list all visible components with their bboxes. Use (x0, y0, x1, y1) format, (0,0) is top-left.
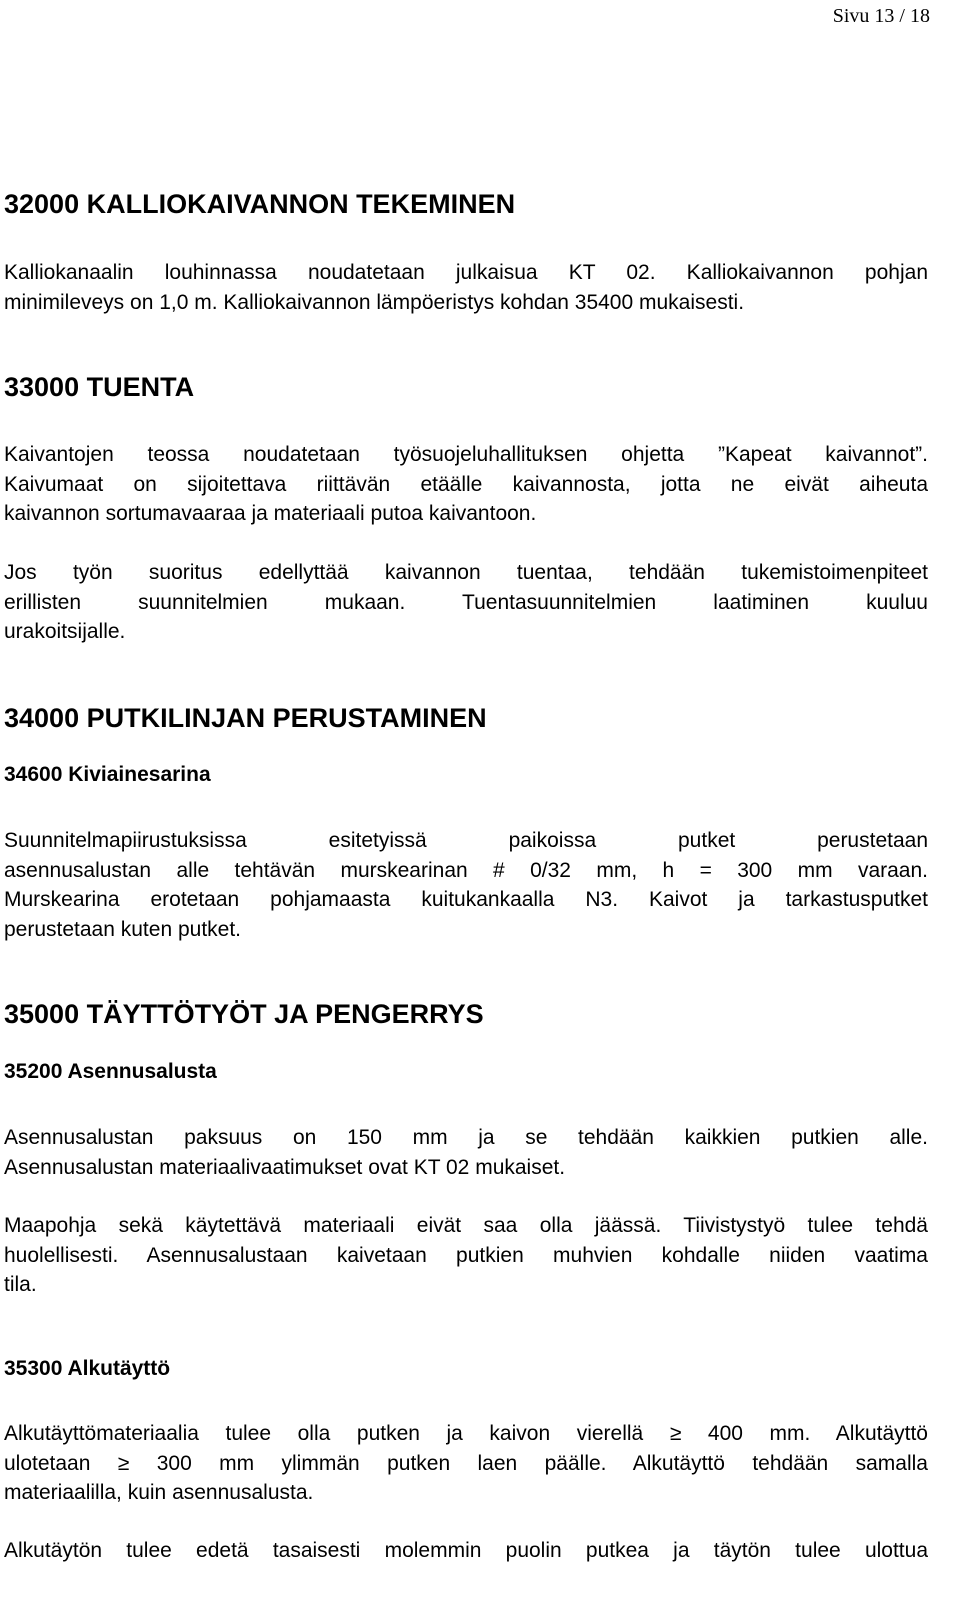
text-line: kaivannon sortumavaaraa ja materiaali putoa kaivantoon. (4, 502, 537, 526)
section-heading-32000: 32000 KALLIOKAIVANNON TEKEMINEN (4, 189, 516, 219)
text-line: huolellisesti. Asennusalustaan kaivetaan putkien muhvien kohdalle niiden vaatima (4, 1243, 928, 1267)
text-line: Jos työn suoritus edellyttää kaivannon tuentaa, tehdään tukemistoimenpiteet (4, 561, 928, 584)
section-heading-35000: 35000 TÄYTTÖTYÖT JA PENGERRYS (4, 999, 484, 1029)
paragraph-32000-1 (4, 258, 928, 317)
text-line: tila. (4, 1273, 37, 1297)
subsection-heading-35300: 35300 Alkutäyttö (4, 1357, 171, 1380)
paragraph-35300-2 (4, 1536, 928, 1566)
paragraph-33000-1 (4, 440, 928, 529)
text-line: erillisten suunnitelmien mukaan. Tuentasuunnitelmien laatiminen kuuluu (4, 590, 928, 614)
text-line: Alkutäyttömateriaalia tulee olla putken ja kaivon vierellä ≥ 400 mm. Alkutäyttö (4, 1422, 928, 1445)
text-line: Kalliokanaalin louhinnassa noudatetaan julkaisua KT 02. Kalliokaivannon pohjan (4, 261, 928, 284)
text-line: Asennusalustan materiaalivaatimukset ovat KT 02 mukaiset. (4, 1155, 566, 1179)
text-line: minimileveys on 1,0 m. Kalliokaivannon lämpöeristys kohdan 35400 mukaisesti. (4, 290, 745, 314)
text-line: ulotetaan ≥ 300 mm ylimmän putken laen päälle. Alkutäyttö tehdään samalla (4, 1451, 928, 1475)
text-line: Kaivantojen teossa noudatetaan työsuojeluhallituksen ohjetta ”Kapeat kaivannot”. (4, 443, 928, 466)
text-line: Murskearina erotetaan pohjamaasta kuitukankaalla N3. Kaivot ja tarkastusputket (4, 888, 928, 912)
text-line: Maapohja sekä käytettävä materiaali eivät saa olla jäässä. Tiivistystyö tulee tehdä (4, 1214, 928, 1237)
text-line: asennusalustan alle tehtävän murskearinan # 0/32 mm, h = 300 mm varaan. (4, 858, 928, 882)
text-line: Suunnitelmapiirustuksissa esitetyissä paikoissa putket perustetaan (4, 829, 928, 852)
subsection-heading-34600: 34600 Kiviainesarina (4, 763, 211, 786)
section-heading-33000: 33000 TUENTA (4, 372, 195, 402)
paragraph-35200-2 (4, 1211, 928, 1300)
paragraph-35300-1 (4, 1419, 928, 1508)
paragraph-34600-1 (4, 826, 928, 944)
section-heading-34000: 34000 PUTKILINJAN PERUSTAMINEN (4, 703, 487, 733)
page-number: Sivu 13 / 18 (832, 5, 930, 27)
text-line: Kaivumaat on sijoitettava riittävän etäälle kaivannosta, jotta ne eivät aiheuta (4, 472, 928, 496)
text-line: urakoitsijalle. (4, 620, 126, 644)
text-line: materiaalilla, kuin asennusalusta. (4, 1481, 314, 1505)
text-line: perustetaan kuten putket. (4, 917, 241, 941)
text-line: Alkutäytön tulee edetä tasaisesti molemmin puolin putkea ja täytön tulee ulottua (4, 1539, 928, 1562)
paragraph-35200-1 (4, 1123, 928, 1182)
text-line: Asennusalustan paksuus on 150 mm ja se tehdään kaikkien putkien alle. (4, 1126, 928, 1149)
paragraph-33000-2 (4, 558, 928, 647)
subsection-heading-35200: 35200 Asennusalusta (4, 1060, 217, 1083)
